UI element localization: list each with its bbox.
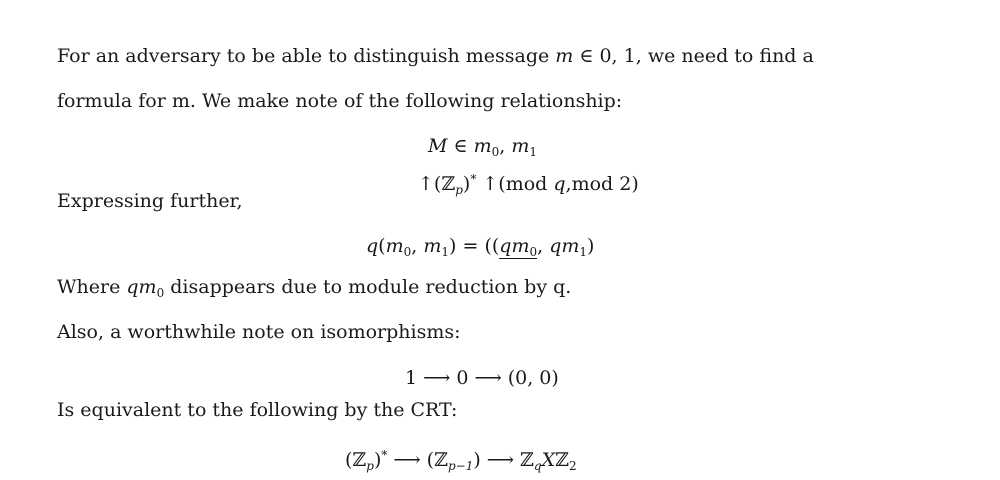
math-superscript: * bbox=[470, 172, 477, 186]
math-symbol: ( bbox=[426, 449, 435, 471]
paragraph-isomorphisms: Also, a worthwhile note on isomorphisms: bbox=[57, 321, 461, 343]
text-segment: For an adversary to be able to distinguish message bbox=[57, 45, 556, 67]
right-arrow-icon: ⟶ bbox=[486, 449, 514, 471]
text-segment: , we need to find a bbox=[635, 45, 814, 67]
math-text: ,mod 2) bbox=[565, 173, 639, 195]
equation-crt-chain bbox=[345, 443, 577, 478]
math-subscript: 1 bbox=[441, 245, 450, 259]
math-symbol: ) bbox=[587, 235, 595, 257]
math-variable: q bbox=[366, 235, 379, 257]
math-number: 0 bbox=[456, 367, 469, 389]
math-variable: m bbox=[473, 135, 492, 157]
math-symbol: ) bbox=[373, 449, 382, 471]
math-expression: ∈ 0, 1 bbox=[573, 45, 636, 67]
math-variable: m bbox=[423, 235, 442, 257]
math-subscript: 0 bbox=[529, 245, 538, 259]
math-number: 1 bbox=[405, 367, 418, 389]
math-symbol: ( bbox=[345, 449, 353, 471]
math-variable: qm bbox=[126, 276, 157, 298]
math-subscript: q bbox=[533, 459, 542, 473]
underlined-term bbox=[499, 235, 537, 259]
math-symbol: ℤ bbox=[352, 449, 367, 471]
math-variable: qm bbox=[549, 235, 580, 257]
paragraph-formula: formula for m. We make note of the following relationship: bbox=[57, 90, 623, 112]
math-variable: m bbox=[385, 235, 404, 257]
math-subscript: 0 bbox=[156, 286, 165, 300]
up-arrow-icon: ↑ bbox=[476, 173, 499, 195]
math-subscript: 2 bbox=[568, 459, 577, 473]
math-variable: m bbox=[555, 45, 574, 67]
math-symbol: ) bbox=[473, 449, 481, 471]
up-arrow-icon: ↑ bbox=[418, 173, 434, 195]
math-subscript: p bbox=[455, 183, 463, 197]
text-segment: disappears due to module reduction by q. bbox=[164, 276, 572, 298]
math-symbol: , bbox=[499, 135, 512, 157]
math-variable: m bbox=[511, 135, 530, 157]
math-subscript: 0 bbox=[491, 145, 500, 159]
math-symbol: ) bbox=[462, 173, 471, 195]
math-symbol: ℤ bbox=[520, 449, 534, 471]
math-subscript: p bbox=[366, 459, 374, 473]
math-symbol: ( bbox=[378, 235, 386, 257]
right-arrow-icon: ⟶ bbox=[423, 367, 451, 389]
math-subscript: 1 bbox=[529, 145, 538, 159]
math-subscript: p−1 bbox=[447, 459, 474, 473]
math-variable: q bbox=[553, 173, 566, 195]
math-superscript: * bbox=[381, 448, 388, 462]
math-symbol: , bbox=[537, 235, 550, 257]
paragraph-crt: Is equivalent to the following by the CRT: bbox=[57, 399, 458, 421]
paragraph-where bbox=[57, 275, 571, 305]
equation-q-function bbox=[366, 234, 594, 264]
right-arrow-icon: ⟶ bbox=[474, 367, 502, 389]
math-symbol: ℤ bbox=[434, 449, 448, 471]
equation-mod-relationship bbox=[418, 167, 639, 202]
math-symbol: ℤ bbox=[441, 173, 456, 195]
math-symbol: ℤ bbox=[555, 449, 569, 471]
text-segment: Where bbox=[57, 276, 127, 298]
paragraph-distinguish bbox=[57, 44, 814, 68]
math-expression: (0, 0) bbox=[507, 367, 559, 389]
right-arrow-icon: ⟶ bbox=[393, 449, 421, 471]
math-subscript: 1 bbox=[579, 245, 588, 259]
math-subscript: 0 bbox=[403, 245, 412, 259]
equation-m-membership bbox=[428, 134, 537, 164]
math-variable: qm bbox=[499, 235, 530, 257]
paragraph-expressing: Expressing further, bbox=[57, 190, 243, 212]
equation-isomorphism-chain bbox=[405, 366, 559, 390]
math-symbol: , bbox=[411, 235, 424, 257]
math-symbol: ( bbox=[433, 173, 442, 195]
math-variable: M bbox=[428, 135, 448, 157]
math-symbol: ∈ bbox=[447, 135, 474, 157]
math-symbol: ) = (( bbox=[449, 235, 500, 257]
math-text: (mod bbox=[498, 173, 554, 195]
math-variable: X bbox=[541, 449, 556, 471]
